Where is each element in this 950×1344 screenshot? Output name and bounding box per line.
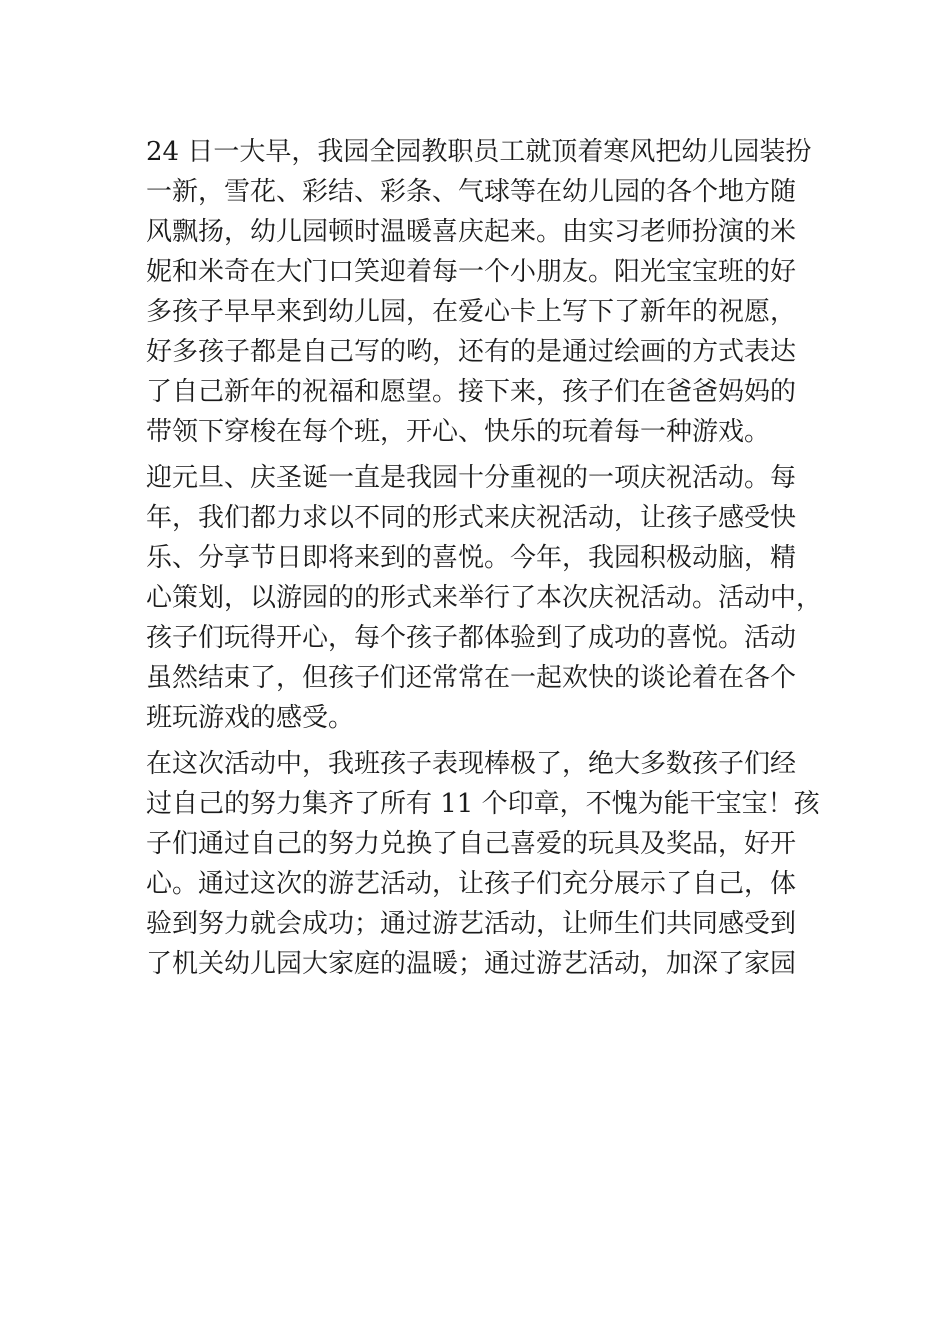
paragraph-3 xyxy=(146,744,820,984)
text-line: 虽然结束了，但孩子们还常常在一起欢快的谈论着在各个 xyxy=(146,663,797,693)
text-line: 班玩游戏的感受。 xyxy=(146,703,355,733)
text-line: 在这次活动中，我班孩子表现棒极了，绝大多数孩子们经 xyxy=(146,749,797,779)
text-line: 子们通过自己的努力兑换了自己喜爱的玩具及奖品，好开 xyxy=(146,829,797,859)
text-line: 验到努力就会成功；通过游艺活动，让师生们共同感受到 xyxy=(146,909,797,939)
text-line: 心策划，以游园的的形式来举行了本次庆祝活动。活动中， xyxy=(146,583,823,613)
text-line: 风飘扬，幼儿园顿时温暖喜庆起来。由实习老师扮演的米 xyxy=(146,217,797,247)
document-body xyxy=(146,132,823,984)
text-line: 了机关幼儿园大家庭的温暖；通过游艺活动，加深了家园 xyxy=(146,949,797,979)
text-line: 年，我们都力求以不同的形式来庆祝活动，让孩子感受快 xyxy=(146,503,797,533)
paragraph-2 xyxy=(146,458,823,738)
paragraph-1 xyxy=(146,132,812,452)
text-line: 多孩子早早来到幼儿园，在爱心卡上写下了新年的祝愿， xyxy=(146,297,797,327)
text-line: 24 日一大早，我园全园教职员工就顶着寒风把幼儿园装扮 xyxy=(146,137,812,167)
text-line: 带领下穿梭在每个班，开心、快乐的玩着每一种游戏。 xyxy=(146,417,771,447)
text-line: 了自己新年的祝福和愿望。接下来，孩子们在爸爸妈妈的 xyxy=(146,377,797,407)
text-line: 乐、分享节日即将来到的喜悦。今年，我园积极动脑，精 xyxy=(146,543,797,573)
text-line: 心。通过这次的游艺活动，让孩子们充分展示了自己，体 xyxy=(146,869,797,899)
text-line: 好多孩子都是自己写的哟，还有的是通过绘画的方式表达 xyxy=(146,337,797,367)
text-line: 迎元旦、庆圣诞一直是我园十分重视的一项庆祝活动。每 xyxy=(146,463,797,493)
text-line: 过自己的努力集齐了所有 11 个印章，不愧为能干宝宝！孩 xyxy=(146,789,820,819)
text-line: 孩子们玩得开心，每个孩子都体验到了成功的喜悦。活动 xyxy=(146,623,797,653)
text-line: 妮和米奇在大门口笑迎着每一个小朋友。阳光宝宝班的好 xyxy=(146,257,797,287)
text-line: 一新，雪花、彩结、彩条、气球等在幼儿园的各个地方随 xyxy=(146,177,797,207)
